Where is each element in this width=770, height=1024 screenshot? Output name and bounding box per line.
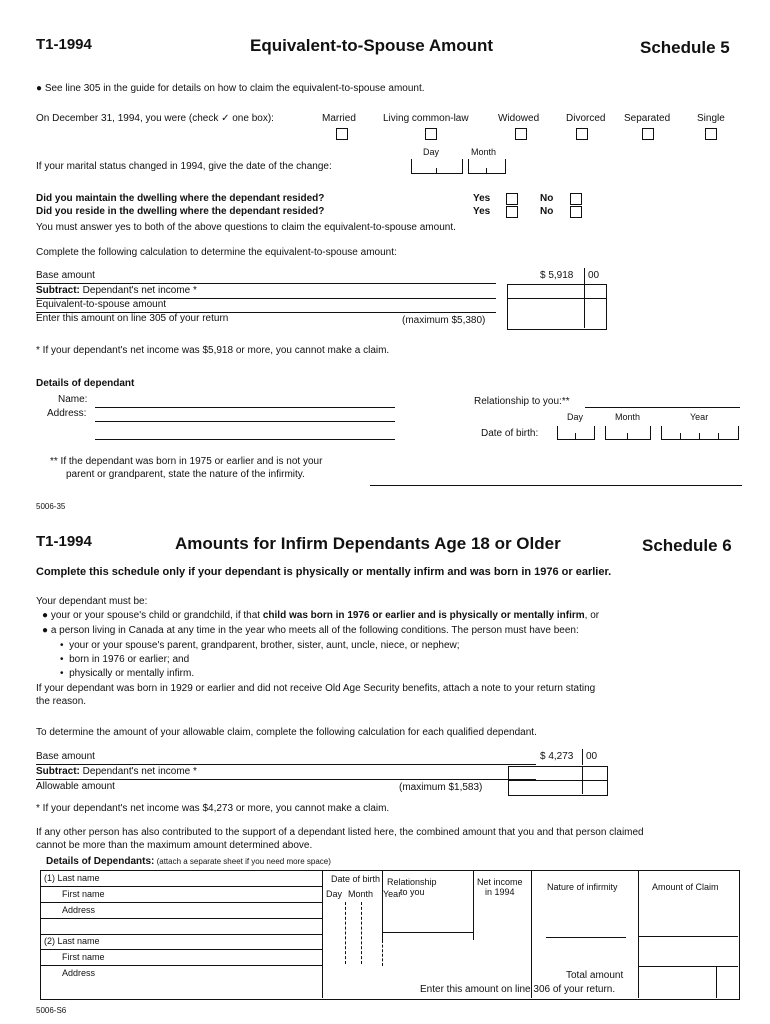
col-net-income-header-2: in 1994 (485, 887, 515, 897)
allowable-amount-label: Allowable amount (36, 781, 115, 792)
col-amount-header: Amount of Claim (652, 882, 719, 892)
col-relationship-header-2: to you (400, 887, 425, 897)
col-year-header: Year (383, 889, 402, 899)
bullet2-text: a person living in Canada at any time in the year who meets all of the following conditions. The person must have been: (50, 625, 579, 636)
base-amount-cents: 00 (588, 270, 600, 281)
other-person-note-1: If any other person has also contributed to the support of a dependant listed here, the combined amount that you and that person claimed (36, 827, 644, 838)
bullet-icon: • (60, 640, 64, 651)
bullet-icon: ● (42, 625, 49, 636)
schedule-6-label: Schedule 6 (642, 536, 732, 555)
dob-day-label: Day (567, 412, 584, 422)
subtract-label: Subtract: (36, 285, 80, 296)
dependants-details-heading (46, 856, 331, 867)
first-name-1-label: First name (62, 889, 105, 899)
maintain-yes-label: Yes (473, 193, 491, 204)
base-amount-value: $ 5,918 (540, 270, 574, 281)
status-married-label: Married (322, 113, 356, 124)
maximum-5380: (maximum $5,380) (402, 315, 486, 326)
status-separated-label: Separated (624, 113, 671, 124)
subtract-text: Dependant's net income * (79, 285, 197, 296)
address-1-field[interactable] (40, 918, 322, 919)
dependant-name-field[interactable] (95, 407, 395, 408)
dob-month-label: Month (615, 412, 641, 422)
bullet1-text-a: your or your spouse's child or grandchild, if that (50, 610, 263, 621)
bullet-icon: • (60, 668, 64, 679)
subtract-text-6: Dependant's net income * (79, 766, 197, 777)
relationship-field[interactable] (585, 407, 740, 408)
col-dob-header: Date of birth (331, 874, 381, 884)
total-amount-input[interactable] (640, 968, 736, 996)
first-name-1-field[interactable] (40, 902, 322, 903)
base-amount-label: Base amount (36, 270, 95, 281)
dependant-address-label: Address: (47, 408, 87, 419)
oas-note-2: the reason. (36, 696, 87, 707)
bullet1-text-b: child was born in 1976 or earlier and is physically or mentally infirm (262, 610, 585, 621)
form-code-5: 5006-35 (36, 502, 66, 511)
dob-day-input[interactable] (557, 426, 595, 440)
status-change-text: If your marital status changed in 1994, give the date of the change: (36, 161, 332, 172)
determine-instruction: To determine the amount of your allowable claim, complete the following calculation for each qualified dependant. (36, 727, 537, 738)
dependant-name-label: Name: (58, 394, 88, 405)
reside-no-checkbox[interactable] (570, 206, 582, 218)
col-net-income-header-1: Net income (477, 877, 523, 887)
marital-status-question: On December 31, 1994, you were (check ✓ one box): (36, 113, 274, 124)
footnote-income-6: * If your dependant's net income was $4,273 or more, you cannot make a claim. (36, 803, 390, 814)
line305-note (36, 83, 425, 94)
enter-line305-label: Enter this amount on line 305 of your return (36, 313, 229, 324)
oas-note-1: If your dependant was born in 1929 or earlier and did not receive Old Age Security benefits, attach a note to your return stating (36, 683, 596, 694)
address-2-label: Address (62, 968, 96, 978)
status-divorced-label: Divorced (566, 113, 606, 124)
enter-line306-label: Enter this amount on line 306 of your return. (420, 984, 616, 995)
separated-checkbox[interactable] (642, 128, 654, 140)
infirmity-note-2: parent or grandparent, state the nature of the infirmity. (66, 469, 305, 480)
maintain-question: Did you maintain the dwelling where the dependant resided? (36, 193, 325, 204)
form-code-6: 5006-S6 (36, 1006, 67, 1015)
infirmity-note-1: ** If the dependant was born in 1975 or earlier and is not your (50, 456, 323, 467)
bullet1-text-c: , or (584, 610, 600, 621)
bullet-icon: ● (42, 610, 49, 621)
line305-note-text: See line 305 in the guide for details on how to claim the equivalent-to-spouse amount. (44, 83, 425, 94)
condition-bullet-1 (42, 610, 599, 621)
divorced-checkbox[interactable] (576, 128, 588, 140)
status-common-law-label: Living common-law (383, 113, 469, 124)
answer-yes-note: You must answer yes to both of the above questions to claim the equivalent-to-spouse amount. (36, 222, 456, 233)
total-amount-label: Total amount (566, 970, 624, 981)
married-checkbox[interactable] (336, 128, 348, 140)
base-amount-label-6: Base amount (36, 751, 95, 762)
last-name-2-field[interactable] (40, 949, 322, 950)
must-be-label: Your dependant must be: (36, 596, 148, 607)
reside-yes-label: Yes (473, 206, 491, 217)
net-income-input-6[interactable] (508, 766, 608, 796)
details-note-text: (attach a separate sheet if you need more space) (154, 857, 331, 866)
status-single-label: Single (697, 113, 725, 124)
maintain-yes-checkbox[interactable] (506, 193, 518, 205)
dob-year-input[interactable] (661, 426, 739, 440)
col-day-header: Day (326, 889, 343, 899)
first-name-2-label: First name (62, 952, 105, 962)
change-month-input[interactable] (468, 159, 506, 174)
equiv-amount-label: Equivalent-to-spouse amount (36, 299, 167, 310)
sub-condition-3: • physically or mentally infirm. (60, 668, 195, 679)
common-law-checkbox[interactable] (425, 128, 437, 140)
subtract-label-6: Subtract: (36, 766, 80, 777)
subtract-income-label-6 (36, 766, 197, 777)
change-month-label: Month (471, 147, 497, 157)
subtract-income-label (36, 285, 197, 296)
schedule-6-subtitle: Complete this schedule only if your dependant is physically or mentally infirm and was born in 1976 or earlier. (36, 566, 612, 578)
condition-bullet-2 (42, 625, 579, 636)
dob-label: Date of birth: (481, 428, 539, 439)
change-day-input[interactable] (411, 159, 463, 174)
base-amount-cents-6: 00 (586, 751, 598, 762)
reside-yes-checkbox[interactable] (506, 206, 518, 218)
maximum-1583: (maximum $1,583) (399, 782, 483, 793)
infirmity-field[interactable] (370, 485, 742, 486)
other-person-note-2: cannot be more than the maximum amount determined above. (36, 840, 313, 851)
form-number: T1-1994 (36, 36, 92, 53)
col-month-header: Month (348, 889, 374, 899)
col-nature-header: Nature of infirmity (547, 882, 618, 892)
net-income-input[interactable] (507, 284, 607, 330)
details-dependant-heading: Details of dependant (36, 378, 135, 389)
bullet-icon: ● (36, 83, 43, 94)
base-amount-value-6: $ 4,273 (540, 751, 574, 762)
sub-condition-2: • born in 1976 or earlier; and (60, 654, 190, 665)
reside-no-label: No (540, 206, 554, 217)
last-name-2-label: (2) Last name (44, 936, 100, 946)
form-number-6: T1-1994 (36, 533, 92, 550)
details-heading-text: Details of Dependants: (46, 856, 155, 867)
dob-year-label: Year (690, 412, 709, 422)
last-name-1-label: (1) Last name (44, 873, 100, 883)
schedule-5-title: Equivalent-to-Spouse Amount (250, 36, 494, 55)
schedule-5-label: Schedule 5 (640, 38, 730, 57)
change-day-label: Day (423, 147, 440, 157)
sub-condition-1: • your or your spouse's parent, grandparent, brother, sister, aunt, uncle, niece, or nephew; (60, 640, 460, 651)
schedule-6-title: Amounts for Infirm Dependants Age 18 or Older (175, 534, 561, 553)
first-name-2-field[interactable] (40, 965, 322, 966)
dob-month-input[interactable] (605, 426, 651, 440)
relationship-label: Relationship to you:** (474, 396, 570, 407)
col-relationship-header-1: Relationship (387, 877, 437, 887)
maintain-no-checkbox[interactable] (570, 193, 582, 205)
reside-question: Did you reside in the dwelling where the dependant resided? (36, 206, 325, 217)
widowed-checkbox[interactable] (515, 128, 527, 140)
status-widowed-label: Widowed (498, 113, 540, 124)
last-name-1-field[interactable] (40, 886, 322, 887)
dependant-address-field-2[interactable] (95, 439, 395, 440)
address-1-label: Address (62, 905, 96, 915)
dependant-address-field-1[interactable] (95, 421, 395, 422)
maintain-no-label: No (540, 193, 554, 204)
bullet-icon: • (60, 654, 64, 665)
complete-calc-instruction: Complete the following calculation to determine the equivalent-to-spouse amount: (36, 247, 397, 258)
footnote-income-5: * If your dependant's net income was $5,918 or more, you cannot make a claim. (36, 345, 390, 356)
single-checkbox[interactable] (705, 128, 717, 140)
